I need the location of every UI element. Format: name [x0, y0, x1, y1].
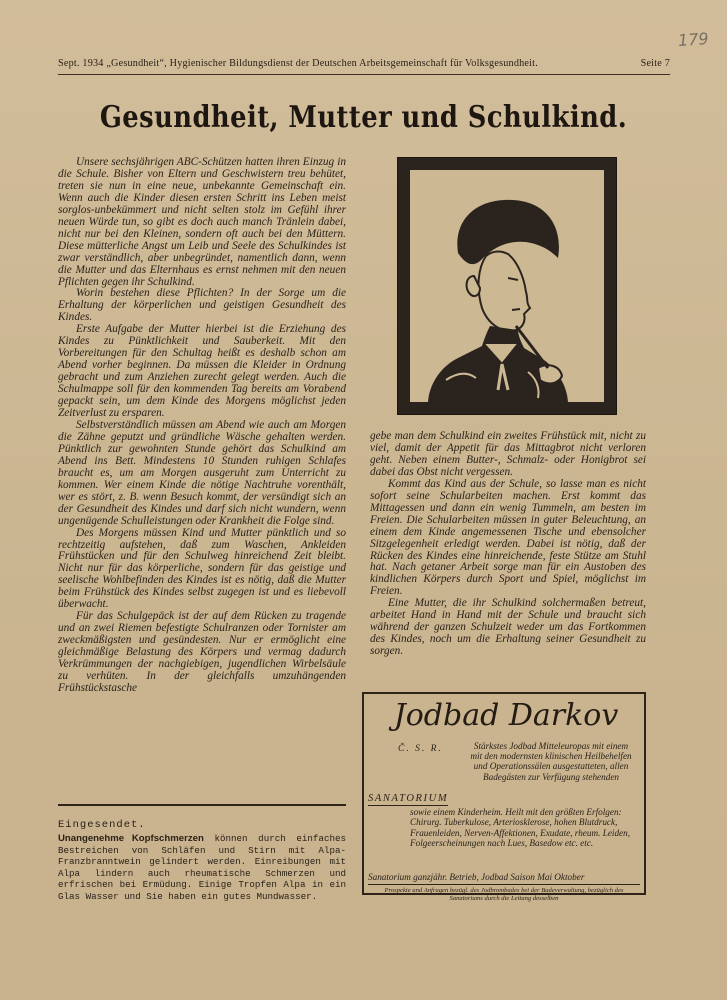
paragraph: Kommt das Kind aus der Schule, so lasse man es nicht sofort seine Schularbeiten machen. Erst kommt das Mittagessen und dann ein wenig Tummeln, am besten im Freien. Die Schularbeiten müssen in guter Beleuchtung, an einem dem Kinde angemessenen Tische und ebensolcher Sitzgelegenheit erledigt werden. Dabei ist nötig, daß der Rücken des Kindes eine hinreichende, feste Stütze am Stuhl hat. Nach getaner Arbeit sorge man für ein Austoben des kindlichen Körpers durch Sport und Spiel, möglichst im Freien.	[370, 477, 646, 598]
jodbad-darkov-advertisement	[362, 692, 646, 902]
paragraph: Eine Mutter, die ihr Schulkind solchermaßen betreut, arbeitet Hand in Hand mit der Schule und braucht sich während der ganzen Schulzeit weder um das Fortkommen des Kindes, noch um die Erhaltung seiner Gesundheit zu sorgen.	[370, 597, 646, 658]
ad-footnote-rule	[368, 884, 640, 885]
paragraph: Des Morgens müssen Kind und Mutter pünktlich und so rechtzeitig aufstehen, daß zum Waschen, Ankleiden Frühstücken und für den Schulweg hinreichend Zeit bleibt. Nicht nur für das körperliche, sondern für das geistige und seelische Wohlbefinden des Kindes ist es nötig, daß die Mutter beim Frühstück des Kindes selbst zugegen ist und es liebevoll überwacht.	[58, 526, 346, 611]
column-divider-rule	[58, 804, 346, 806]
ad-treatments: sowie einem Kinderheim. Heilt mit den größten Erfolgen: Chirurg. Tuberkulose, Arteriosklerose, hohen Blutdruck, Frauenleiden, Nerven-Affektionen, Exudate, rheum. Leiden, Folgeerscheinungen nach Lues, Basedow etc. etc.	[410, 807, 631, 849]
page-header	[58, 58, 670, 69]
paragraph: Worin bestehen diese Pflichten? In der Sorge um die Erhaltung der körperlichen und geistigen Gesundheit des Kindes.	[58, 287, 346, 324]
ad-country: Č. S. R.	[398, 744, 443, 754]
ad-description: Stärkstes Jodbad Mitteleuropas mit einem mit den modernsten klinischen Heilbehelfen und Operationssälen ausgestatteten, allen Badegästen zur Verfügung stehenden	[470, 741, 632, 782]
alpa-ad-text: können durch einfaches Bestreichen von Schläfen und Stirn mit Alpa-Franzbranntwein gelindert werden. Einreibungen mit Alpa lindern auch rheumatische Schmerzen und erfrischen bei Ermüdung. Einige Tropfen Alpa in ein Glas Wasser und Sie haben ein gutes Mundwasser.	[58, 833, 346, 902]
paragraph: Erste Aufgabe der Mutter hierbei ist die Erziehung des Kindes zu Pünktlichkeit und Sauberkeit. Mit den Vorbereitungen für den Schultag heißt es deshalb schon am Abend vorher beginnen. Da müssen die Kleider in Ordnung gebracht und zum Anziehen zurecht gelegt werden. Auch die Schulmappe soll für den kommenden Tag bereits am Vorabend gepackt sein, um dem Kinde des Morgens möglichst jeden Zeitverlust zu ersparen.	[58, 323, 346, 420]
ad-sanatorium-label: SANATORIUM	[368, 793, 449, 804]
ad-footnote: Prospekte und Anfragen bezügl. des Jodbrombades bei der Badeverwaltung, bezüglich des Sanatoriums durch die Leitung desselben	[384, 887, 624, 902]
header-publication: Sept. 1934 „Gesundheit“, Hygienischer Bildungsdienst der Deutschen Arbeitsgemeinschaft für Volksgesundheit.	[58, 58, 538, 69]
paragraph: Selbstverständlich müssen am Abend wie auch am Morgen die Zähne geputzt und gründliche Wäsche gehalten werden. Pünktlich zur gewohnten Stunde gehört das Schulkind am Abend ins Bett. Mindestens 10 Stunden ruhigen Schlafes braucht es, um am Morgen ausgeruht zum Unterricht zu kommen. Wer einem Kinde die nötige Nachtruhe vorenthält, wer es stört, z. B. wenn Besuch kommt, der versündigt sich an der Gesundheit des Kindes und darf sich nicht wundern, wenn ungenügende Schulleistungen oder Krankheit die Folge sind.	[58, 418, 346, 527]
article-left-column	[58, 157, 346, 695]
eingesandt-heading: Eingesendet.	[58, 819, 146, 831]
child-woodcut-illustration	[397, 157, 617, 415]
ad-title: Jodbad Darkov	[393, 698, 619, 733]
paragraph: gebe man dem Schulkind ein zweites Frühstück mit, nicht zu viel, damit der Appetit für das Mittagbrot nicht verloren geht. Neben einem Butter-, Schmalz- oder Honigbrot sei dabei das Obst nicht vergessen.	[370, 430, 646, 478]
alpa-ad-lead: Unangenehme Kopfschmerzen	[58, 833, 204, 844]
article-right-column	[370, 431, 646, 658]
pencil-page-number: 179	[677, 28, 710, 51]
paragraph: Für das Schulgepäck ist der auf dem Rücken zu tragende und an zwei Riemen befestigte Schulranzen oder Tornister am zweckmäßigsten und gesündesten. Nur er ermöglicht eine gleichmäßige Belastung des Körpers und vermag dadurch Verkrümmungen der nachgiebigen, jugendlichen Wirbelsäule zu verhüten. In der gleichfalls umzuhängenden Frühstückstasche	[58, 610, 346, 694]
ad-season: Sanatorium ganzjähr. Betrieb, Jodbad Saison Mai Oktober	[368, 872, 585, 882]
alpa-advertisement	[58, 833, 346, 903]
article-title: Gesundheit, Mutter und Schulkind.	[99, 100, 628, 135]
woodcut-graphic	[398, 158, 616, 414]
paragraph: Unsere sechsjährigen ABC-Schützen hatten ihren Einzug in die Schule. Bisher von Eltern und Geschwistern treu behütet, treten sie nun in eine neue, unbekannte Gemeinschaft ein. Wenn auch die Kinder diesen ersten Schritt ins Leben meist sorglos-unbekümmert und nicht selten stolz im Gefühl ihrer neuen Würde tun, so gibt es doch auch manch Tränlein dabei, nicht nur bei den Kleinen, sondern oft auch bei den Müttern. Diese mütterliche Angst um Leib und Seele des Schulkindes ist zwar verständlich, aber unbegründet, namentlich dann, wenn die Mutter und das Elternhaus es ernst nehmen mit den neuen Pflichten gegen ihr Schulkind.	[58, 156, 346, 288]
header-page-number: Seite 7	[640, 58, 670, 69]
header-rule	[58, 74, 670, 75]
